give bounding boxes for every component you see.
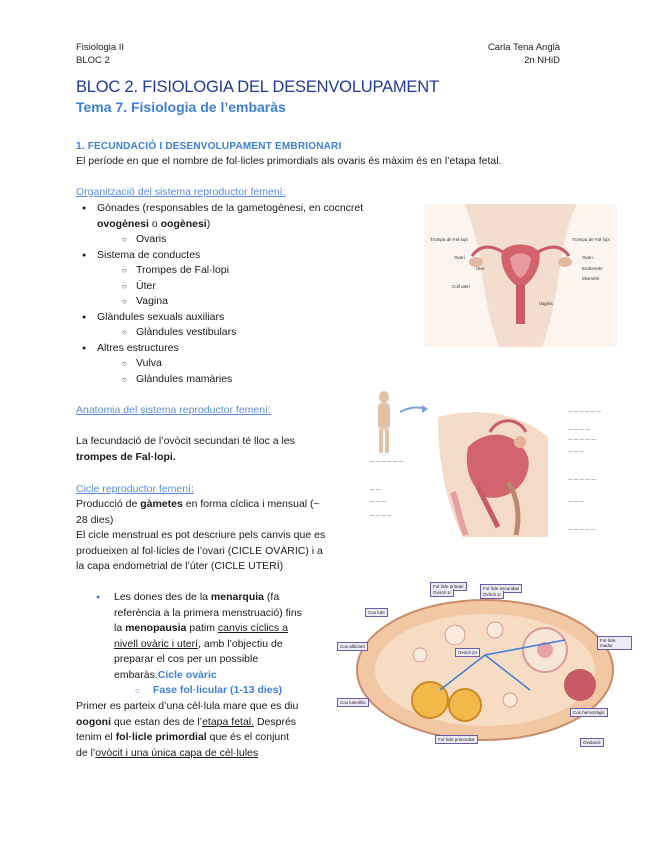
list-subitem: ○ Vulva — [76, 356, 416, 372]
figure-label: Fol·licle secundari — [480, 584, 522, 593]
list-subitem: ○ Úter — [76, 279, 416, 295]
figure-label: — — — — — — [568, 477, 596, 482]
figure-label: Ovòcit 1r — [480, 591, 504, 599]
figure-label: — — — — — — — [370, 459, 404, 464]
list-item: ● Glàndules sexuals auxiliars — [76, 310, 416, 326]
group-name: 2n NHiD — [524, 55, 560, 66]
course-name: Fisiologia II — [76, 42, 125, 53]
figure-label: — — — — [568, 499, 585, 504]
figure-label: Úter — [476, 266, 485, 271]
ovarian-cycle-figure — [335, 580, 632, 758]
organization-link[interactable]: Organització del sistema reproductor femení: — [76, 186, 286, 198]
cycle-link[interactable]: Cicle reproductor femení: — [76, 483, 194, 495]
anatomy-link[interactable]: Anatomia del sistema reproductor femení: — [76, 404, 271, 416]
figure-label: Cos albicant — [337, 642, 368, 651]
list-subitem: ○ Glàndules mamàries — [76, 372, 416, 388]
list-item: ● Altres estructures — [76, 341, 416, 357]
figure-label: Trompa de Fal·lopi — [430, 237, 468, 242]
figure-label: — — — — — — [568, 527, 596, 532]
figure-label: Ovòcit 1r — [430, 589, 454, 597]
figure-label: Ovulació — [580, 738, 604, 747]
figure-label: Fol·licle madur — [597, 636, 632, 650]
bullet-dot: ● — [96, 594, 101, 601]
page-subtitle: Tema 7. Fisiologia de l’embaràs — [76, 99, 286, 115]
figure-label: Ovari — [582, 255, 593, 260]
figure-label: — — — — — [568, 427, 590, 432]
section-intro: El període en que el nombre de fol·licles primordials als ovaris és màxim és en l’etapa fetal. — [76, 155, 502, 167]
figure-label: — — — — — — — [568, 409, 602, 414]
block-name: BLOC 2 — [76, 55, 110, 66]
figure-label: — — — — — — [568, 437, 596, 442]
figure-label: Vagina — [539, 301, 553, 306]
phase-text: Primer es parteix d’una cèl·lula mare que es diu oogoni que estan des de l’etapa fetal. Després tenim el fol·licle primordial que és el conjunt de l’ovòcit i una única capa de cèl·lules — [76, 700, 299, 759]
figure-label: Fol·licle primordial — [435, 735, 478, 744]
figure-label: Miometri — [582, 276, 600, 281]
organization-list — [76, 201, 416, 387]
section-heading: 1. FECUNDACIÓ I DESENVOLUPAMENT EMBRIONARI — [76, 141, 342, 152]
list-subitem: ○ Ovaris — [76, 232, 416, 248]
figure-label: Trompa de Fal·lopi — [572, 237, 610, 242]
figure-label: — — — [370, 487, 381, 492]
page-title: BLOC 2. FISIOLOGIA DEL DESENVOLUPAMENT — [76, 78, 439, 96]
reproductive-system-figure — [424, 204, 617, 347]
phase-item: ○ Fase fol·licular (1-13 dies) — [135, 684, 282, 696]
list-item: ● Sistema de conductes — [76, 248, 416, 264]
anatomy-cross-section-figure — [368, 387, 616, 545]
figure-label: Cos lutri — [365, 608, 388, 617]
cycle-text: Producció de gàmetes en forma cíclica i mensual (~ 28 dies) El cicle menstrual es pot descriure pels canvis que es produeixen al fol·licles de l’ovari (CICLE OVÀRIC) i a la capa endometrial de l’úter (CICLE UTERÍ) — [76, 498, 326, 572]
figure-label: Ovari — [454, 255, 465, 260]
list-subitem: ○ Vagina — [76, 294, 416, 310]
figure-label: Fol·licle primari — [430, 582, 467, 591]
figure-label: — — — — — [370, 513, 392, 518]
figure-label: — — — — [568, 449, 585, 454]
figure-label: Ovòcit 2n — [455, 648, 480, 657]
author-name: Carla Tena Anglà — [487, 42, 560, 53]
cycle-bullet: ● Les dones des de la menarquia (fa referència a la primera menstruació) fins la menopausia patim canvis cíclics a nivell ovàric i uterí, amb l’objectiu de preparar el cos per un possible embaràs.Cicle ovàric — [96, 591, 302, 681]
figure-label: Cos luteolític — [337, 698, 369, 707]
figure-label: Endometri — [582, 266, 603, 271]
figure-label: Coll uterí — [452, 284, 471, 289]
figure-label: — — — — [370, 499, 387, 504]
list-subitem: ○ Trompes de Fal·lopi — [76, 263, 416, 279]
figure-label: Cos hemorràgic — [570, 708, 608, 717]
list-item: ● Gònades (responsables de la gametogènesi, en cocncret — [76, 201, 416, 217]
list-item-continuation: ovogènesi o oogènesi) — [97, 217, 211, 230]
ovary-illustration — [335, 580, 632, 758]
anatomy-text: La fecundació de l’ovòcit secundari té lloc a les trompes de Fal·lopi. — [76, 435, 295, 463]
list-subitem: ○ Glàndules vestibulars — [76, 325, 416, 341]
